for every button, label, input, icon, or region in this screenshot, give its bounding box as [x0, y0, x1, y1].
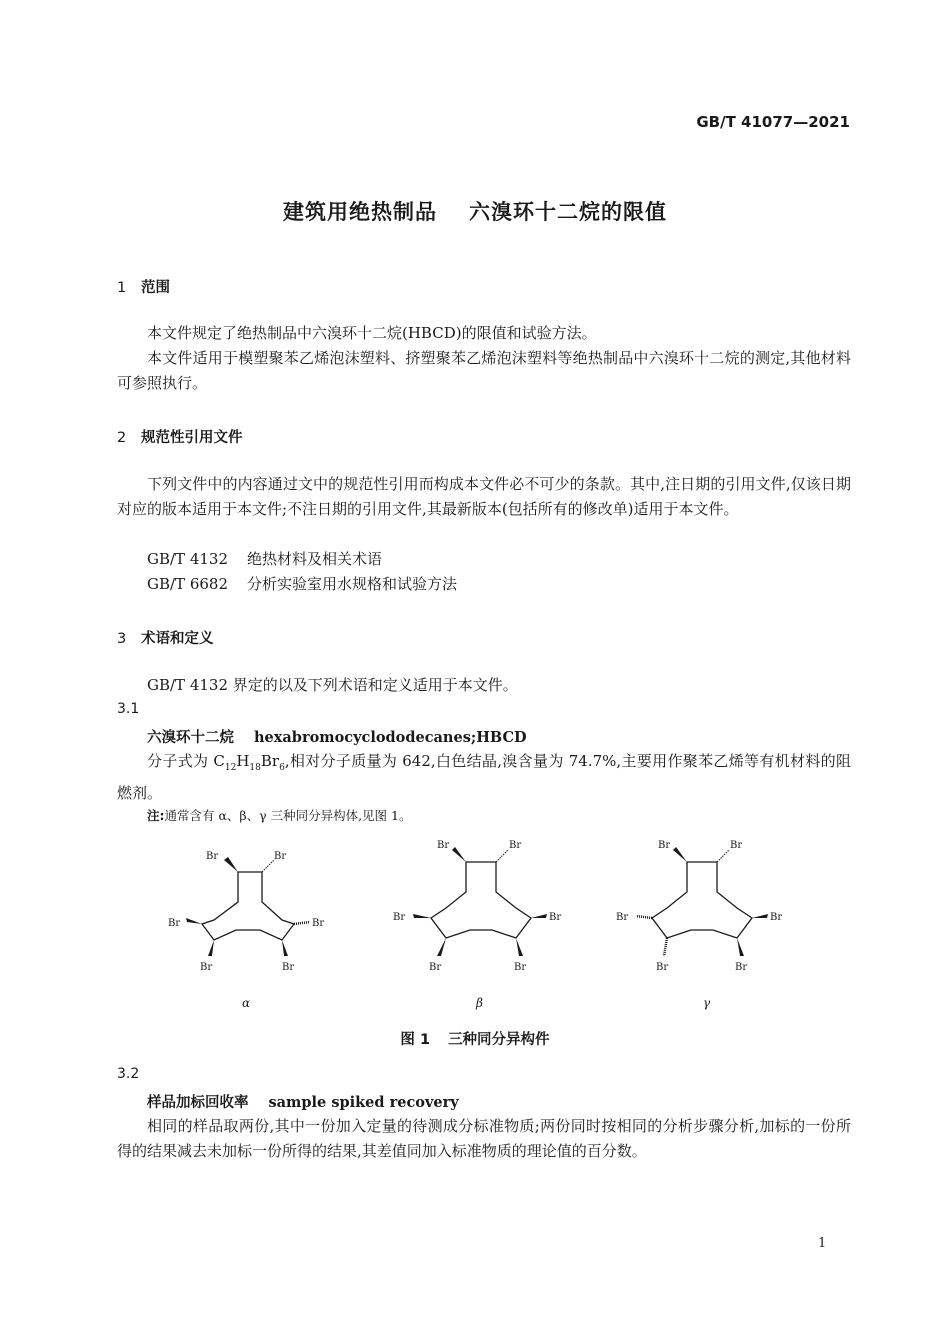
br-label: Br	[168, 918, 181, 929]
section-title: 术语和定义	[141, 631, 214, 647]
term-3-1-note	[147, 806, 412, 824]
br-label: Br	[656, 962, 669, 973]
reference-title: 分析实验室用水规格和试验方法	[247, 575, 458, 593]
figure-caption	[0, 1028, 950, 1049]
section-title: 范围	[141, 280, 170, 296]
reference-code: GB/T 6682	[147, 575, 229, 593]
definition-prefix: 分子式为	[147, 752, 214, 770]
title-part2: 六溴环十二烷的限值	[469, 200, 667, 224]
term-3-2-title	[147, 1091, 459, 1112]
section-3-heading	[117, 627, 214, 648]
alpha-isomer-structure	[168, 851, 324, 973]
br-label: Br	[735, 962, 748, 973]
reference-item	[147, 572, 881, 597]
br-label: Br	[200, 962, 213, 973]
gamma-isomer-structure	[616, 840, 782, 973]
br-label: Br	[509, 840, 522, 851]
section-2-paragraph-1: 下列文件中的内容通过文中的规范性引用而构成本文件必不可少的条款。其中,注日期的引用文件,仅该日期对应的版本适用于本文件;不注日期的引用文件,其最新版本(包括所有的修改单)适用于本文件。	[117, 475, 851, 518]
br-label: Br	[658, 840, 671, 851]
reference-title: 绝热材料及相关术语	[247, 550, 383, 568]
br-label: Br	[437, 840, 450, 851]
term-3-1-title	[147, 726, 527, 747]
br-label: Br	[730, 840, 743, 851]
term-3-1-number: 3.1	[117, 701, 140, 717]
section-1-heading	[117, 276, 170, 297]
formula-c-sub: 12	[224, 763, 237, 773]
term-chinese: 样品加标回收率	[147, 1095, 249, 1111]
title-part1: 建筑用绝热制品	[283, 200, 437, 224]
br-label: Br	[770, 912, 783, 923]
section-number: 2	[117, 430, 127, 446]
section-title: 规范性引用文件	[141, 430, 243, 446]
br-label: Br	[429, 962, 442, 973]
standard-code: GB/T 41077—2021	[696, 113, 850, 131]
formula-c: C	[213, 752, 225, 770]
beta-label: β	[476, 996, 483, 1010]
isomer-structures-figure	[150, 832, 810, 982]
br-label: Br	[206, 851, 219, 862]
br-label: Br	[282, 962, 295, 973]
reference-code: GB/T 4132	[147, 550, 229, 568]
figure-number: 图 1	[400, 1032, 431, 1048]
section-3-paragraph-1: GB/T 4132 界定的以及下列术语和定义适用于本文件。	[147, 676, 518, 694]
note-label: 注:	[147, 808, 165, 823]
term-3-2-definition: 相同的样品取两份,其中一份加入定量的待测成分标准物质;两份同时按相同的分析步骤分析,加标的一份所得的结果减去未加标一份所得的结果,其差值同加入标准物质的理论值的百分数。	[117, 1117, 851, 1160]
page-number: 1	[818, 1236, 827, 1251]
reference-item	[147, 547, 881, 572]
formula-br: Br	[260, 752, 280, 770]
term-english: hexabromocyclododecanes;HBCD	[254, 729, 527, 746]
br-label: Br	[514, 962, 527, 973]
section-1-paragraph-2: 本文件适用于模塑聚苯乙烯泡沫塑料、挤塑聚苯乙烯泡沫塑料等绝热制品中六溴环十二烷的测定,其他材料可参照执行。	[117, 349, 851, 392]
beta-isomer-structure	[393, 840, 561, 973]
document-title	[0, 196, 950, 226]
term-english: sample spiked recovery	[268, 1094, 459, 1111]
br-label: Br	[312, 918, 325, 929]
section-2-heading	[117, 426, 243, 447]
section-number: 1	[117, 280, 127, 296]
term-3-1-definition	[117, 749, 851, 806]
br-label: Br	[393, 912, 406, 923]
br-label: Br	[549, 912, 562, 923]
formula-h: H	[236, 752, 250, 770]
definition-rest: ,相对分子质量为 642,白色结晶,溴含量为 74.7%,主要用作聚苯乙烯等有机材料的阻燃剂。	[117, 752, 851, 802]
gamma-label: γ	[703, 996, 711, 1010]
section-1-paragraph-1: 本文件规定了绝热制品中六溴环十二烷(HBCD)的限值和试验方法。	[147, 324, 597, 342]
br-label: Br	[274, 851, 287, 862]
formula-br-sub: 6	[279, 763, 285, 773]
term-3-2-number: 3.2	[117, 1066, 140, 1082]
formula-h-sub: 18	[249, 763, 261, 773]
term-chinese: 六溴环十二烷	[147, 730, 234, 746]
alpha-label: α	[242, 996, 251, 1010]
note-text: 通常含有 α、β、γ 三种同分异构体,见图 1。	[164, 808, 412, 823]
figure-title: 三种同分异构件	[448, 1032, 550, 1048]
br-label: Br	[616, 912, 629, 923]
section-number: 3	[117, 631, 127, 647]
